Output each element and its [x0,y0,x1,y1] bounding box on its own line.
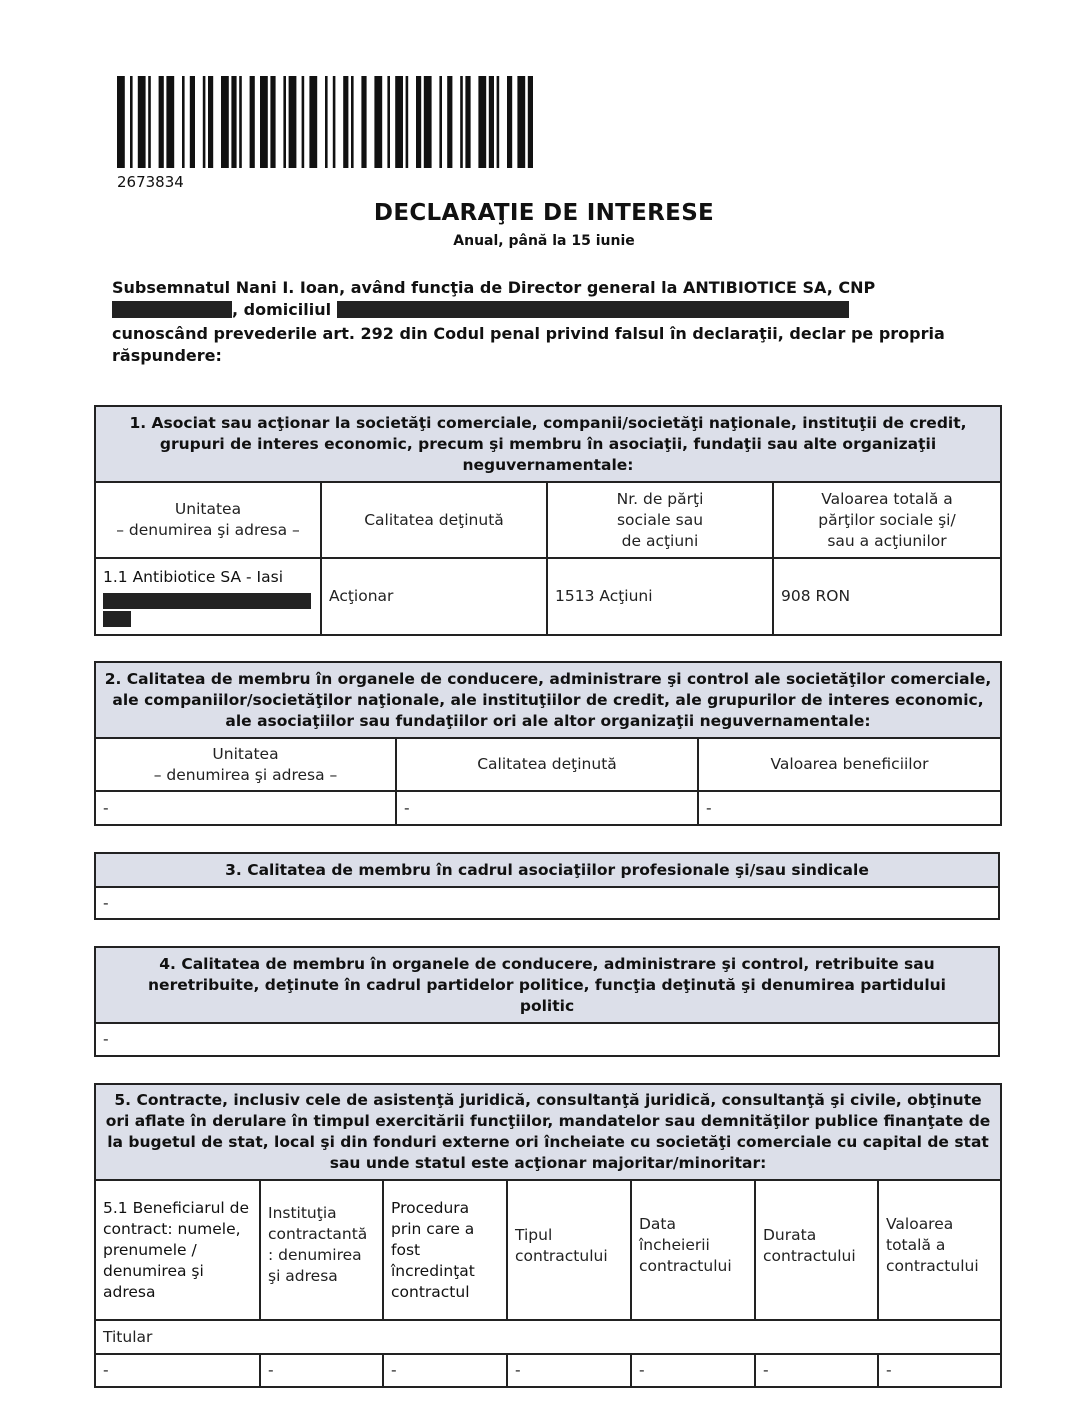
section-5-title: 5. Contracte, inclusiv cele de asistenţă juridică, consultanţă juridică, consultanţă şi civile, obţinute ori aflate în derulare în timpul exercitării funcţiilor, mandatelor sau demnităţilor publice finanţate de la bugetul de stat, local şi din fonduri externe ori încheiate cu societăţi comerciale cu capital de stat sau unde statul este acţionar majoritar/minoritar: [95,1084,1001,1180]
intro-line-1: Subsemnatul Nani I. Ioan, având funcţia de Director general la ANTIBIOTICE SA, CNP [112,278,876,297]
s1-col-calitate: Calitatea deţinută [321,482,547,558]
s5-col-beneficiar: 5.1 Beneficiarul de contract: numele, prenumele / denumirea şi adresa [95,1180,260,1320]
s1-row-unitate-text: 1.1 Antibiotice SA - Iasi [103,567,284,586]
s5-col-tip: Tipul contractului [507,1180,631,1320]
section-4-title: 4. Calitatea de membru în organele de conducere, administrare şi control, retribuite sau neretribuite, deţinute în cadrul partidelor politice, funcţia deţinută şi denumirea partidului politic [95,947,999,1023]
redaction-cnp [112,301,232,318]
s5-col-procedura: Procedura prin care a fost încredinţat contractul [383,1180,507,1320]
barcode [117,76,535,168]
redaction-address [337,301,849,318]
s1-row-calitate: Acţionar [321,558,547,635]
section-3-title: 3. Calitatea de membru în cadrul asociaţiilor profesionale şi/sau sindicale [95,853,999,887]
s2-row-calitate: - [396,791,698,825]
s5-row-cell: - [878,1354,1001,1387]
section-4-table [94,946,1000,1057]
s1-col-nr-parti: Nr. de părţi sociale sau de acţiuni [547,482,773,558]
s2-row-unitate: - [95,791,396,825]
s5-row-cell: - [383,1354,507,1387]
intro-line-4: răspundere: [112,346,222,365]
section-5-table [94,1083,1002,1388]
section-3-table [94,852,1000,920]
redaction-unit-address [103,593,311,609]
s1-col-unitate: Unitatea – denumirea şi adresa – [95,482,321,558]
section-1-table [94,405,1002,636]
s5-row-cell: - [260,1354,383,1387]
section-2-table [94,661,1002,826]
s2-col-unitate: Unitatea – denumirea şi adresa – [95,738,396,791]
s5-col-durata: Durata contractului [755,1180,878,1320]
redaction-unit-address-2 [103,611,131,627]
s1-row-valoare: 908 RON [773,558,1001,635]
section-2-title: 2. Calitatea de membru în organele de conducere, administrare şi control ale societăţilor comerciale, ale companiilor/societăţilor naţionale, ale instituţiilor de credit, ale grupurilor de interes economic, ale asociaţiilor sau fundaţiilor ori ale altor organizaţii neguvernamentale: [95,662,1001,738]
s1-row-nr: 1513 Acţiuni [547,558,773,635]
s3-row: - [95,887,999,919]
s5-row-cell: - [755,1354,878,1387]
s5-col-valoare: Valoarea totală a contractului [878,1180,1001,1320]
document-number: 2673834 [117,173,184,191]
s1-row-unitate [95,558,321,635]
s5-col-institutie: Instituţia contractantă : denumirea şi adresa [260,1180,383,1320]
section-1-title: 1. Asociat sau acţionar la societăţi comerciale, companii/societăţi naţionale, instituţii de credit, grupuri de interes economic, precum şi membru în asociaţii, fundaţii sau alte organizaţii neguvernamentale: [95,406,1001,482]
s5-row-cell: - [507,1354,631,1387]
intro-line-2 [112,299,849,321]
s2-col-calitate: Calitatea deţinută [396,738,698,791]
s5-row-cell: - [95,1354,260,1387]
s1-col-valoare: Valoarea totală a părţilor sociale şi/ sau a acţiunilor [773,482,1001,558]
intro-domiciliu-label: , domiciliul [232,300,332,319]
s2-row-valoare: - [698,791,1001,825]
s5-titular-label: Titular [95,1320,1001,1354]
s5-row-cell: - [631,1354,755,1387]
intro-line-3: cunoscând prevederile art. 292 din Codul penal privind falsul în declaraţii, declar pe propria [112,324,945,343]
s4-row: - [95,1023,999,1056]
s5-col-data: Data încheierii contractului [631,1180,755,1320]
document-title: DECLARAŢIE DE INTERESE [373,200,715,226]
document-subtitle: Anual, până la 15 iunie [453,233,635,249]
s2-col-valoare: Valoarea beneficiilor [698,738,1001,791]
